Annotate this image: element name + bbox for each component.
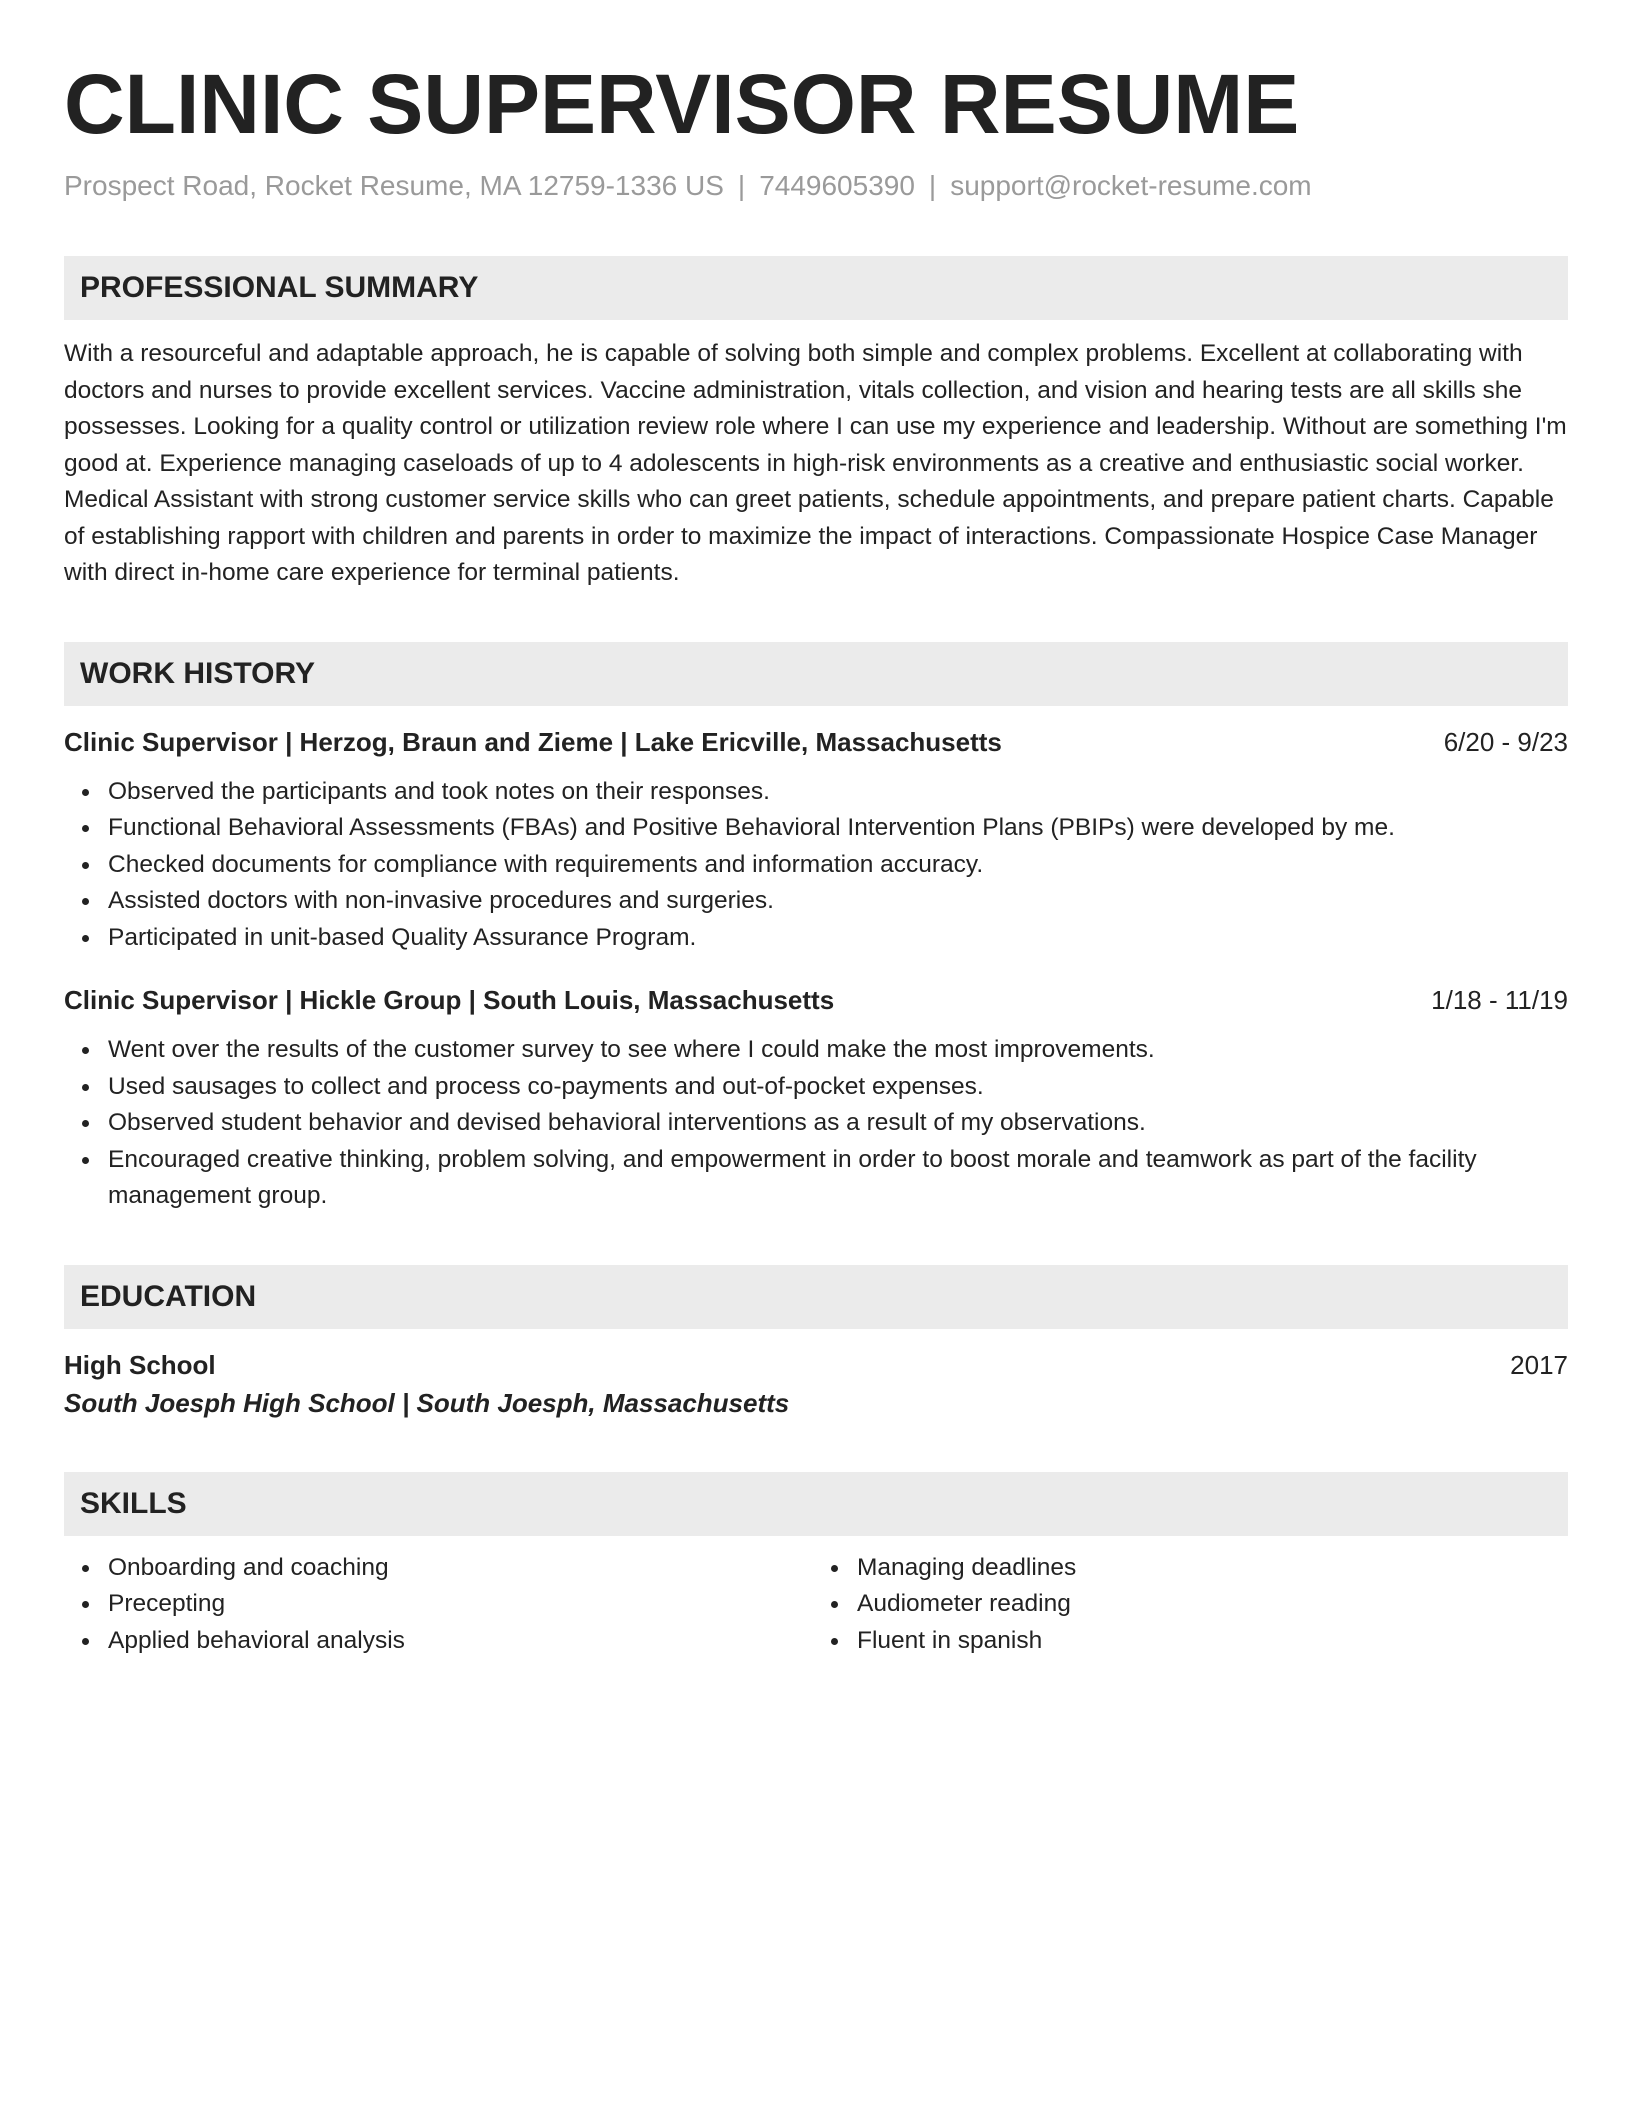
skill-item: Applied behavioral analysis [108,1623,816,1660]
skill-item: Onboarding and coaching [108,1550,816,1587]
job-bullet: Functional Behavioral Assessments (FBAs) and Positive Behavioral Intervention Plans (PBIPs) were developed by me. [108,810,1568,847]
contact-separator: | [737,170,746,201]
section-header-skills: SKILLS [64,1472,1568,1536]
contact-separator: | [928,170,937,201]
skills-column-left [64,1550,816,1660]
job-bullet: Went over the results of the customer survey to see where I could make the most improvements. [108,1032,1568,1069]
job-bullet: Assisted doctors with non-invasive procedures and surgeries. [108,883,1568,920]
education-school: South Joesph High School | South Joesph, Massachusetts [64,1387,790,1418]
job-entry [64,724,1568,957]
job-heading: Clinic Supervisor | Hickle Group | South Louis, Massachusetts [64,985,835,1015]
education-degree: High School [64,1349,216,1380]
job-header [64,724,1568,760]
resume-title: CLINIC SUPERVISOR RESUME [64,57,1300,151]
education-entry [64,1347,1568,1422]
education-year: 2017 [1510,1349,1568,1380]
summary-text: With a resourceful and adaptable approach, he is capable of solving both simple and complex problems. Excellent at collaborating with doctors and nurses to provide excellent services. Vaccine administration, vitals collection, and vision and hearing tests are all skills she possesses. Looking for a quality control or utilization review role where I can use my experience and leadership. Without are something I'm good at. Experience managing caseloads of up to 4 adolescents in high-risk environments as a creative and enthusiastic social worker. Medical Assistant with strong customer service skills who can greet patients, schedule appointments, and prepare patient charts. Capable of establishing rapport with children and parents in order to maximize the impact of interactions. Compassionate Hospice Case Manager with direct in-home care experience for terminal patients. [64,340,1567,586]
skill-item: Audiometer reading [857,1586,1568,1623]
job-dates: 6/20 - 9/23 [1443,726,1568,757]
job-bullet: Observed the participants and took notes on their responses. [108,774,1568,811]
phone: 7449605390 [759,170,915,201]
job-bullet: Participated in unit-based Quality Assurance Program. [108,920,1568,957]
job-bullet: Observed student behavior and devised behavioral interventions as a result of my observations. [108,1105,1568,1142]
skills-list [64,1550,1568,1660]
job-dates: 1/18 - 11/19 [1431,985,1568,1015]
job-heading: Clinic Supervisor | Herzog, Braun and Zieme | Lake Ericville, Massachusetts [64,726,1002,757]
job-bullet: Used sausages to collect and process co-payments and out-of-pocket expenses. [108,1069,1568,1106]
section-header-education: EDUCATION [64,1265,1568,1329]
job-bullets [64,1032,1568,1215]
section-header-summary: PROFESSIONAL SUMMARY [64,256,1568,320]
job-bullets [64,774,1568,957]
job-header [64,982,1568,1018]
skill-item: Managing deadlines [857,1550,1568,1587]
skills-column-right [816,1550,1568,1660]
skill-item: Precepting [108,1586,816,1623]
section-header-work-history: WORK HISTORY [64,642,1568,706]
education-header [64,1347,1568,1384]
job-bullet: Encouraged creative thinking, problem solving, and empowerment in order to boost morale and teamwork as part of the facility management group. [108,1142,1568,1215]
skill-item: Fluent in spanish [857,1623,1568,1660]
contact-line [64,168,1568,204]
job-entry [64,982,1568,1215]
email: support@rocket-resume.com [950,170,1312,201]
job-bullet: Checked documents for compliance with requirements and information accuracy. [108,847,1568,884]
address: Prospect Road, Rocket Resume, MA 12759-1336 US [64,170,724,201]
